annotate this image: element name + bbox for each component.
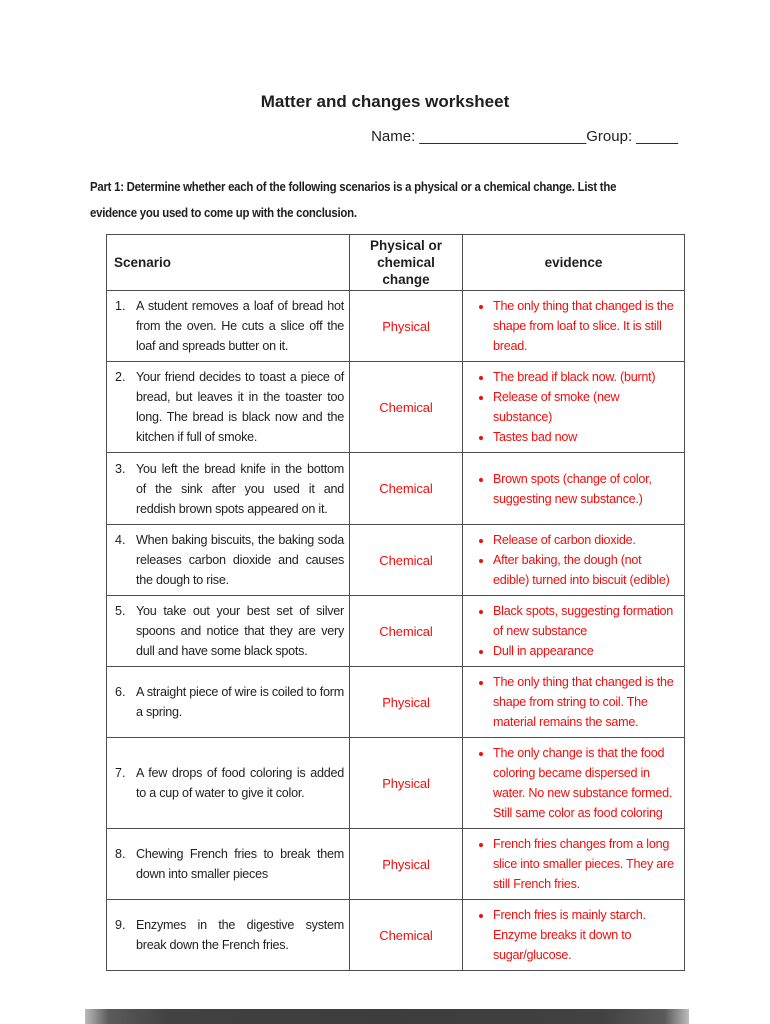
table-row bbox=[107, 453, 685, 525]
scenario-number: 4. bbox=[115, 533, 126, 547]
scenario-cell bbox=[107, 525, 350, 596]
scenario-cell bbox=[107, 453, 350, 525]
header-change-type: Physical or chemical change bbox=[350, 235, 463, 291]
answer-cell: Physical bbox=[350, 738, 463, 829]
table-row bbox=[107, 362, 685, 453]
scenario-text: You take out your best set of silver spoons and notice that they are very dull and have some black spots. bbox=[136, 604, 344, 658]
scenario-number: 3. bbox=[115, 461, 126, 476]
evidence-item: • The only thing that changed is the shape from string to coil. The material remains the same. bbox=[493, 672, 679, 732]
scenario-number: 6. bbox=[115, 685, 126, 699]
evidence-item: • The bread if black now. (burnt) bbox=[493, 367, 679, 387]
evidence-item: • Brown spots (change of color, suggesting new substance.) bbox=[493, 469, 679, 509]
scenario-number: 9. bbox=[115, 918, 126, 932]
table-row bbox=[107, 596, 685, 667]
answer-cell: Physical bbox=[350, 667, 463, 738]
part1-line-2: evidence you used to come up with the conclusion. bbox=[90, 205, 357, 220]
scenario-text: A few drops of food coloring is added to a cup of water to give it color. bbox=[136, 766, 344, 800]
evidence-list bbox=[467, 601, 679, 661]
evidence-item: • The only change is that the food coloring became dispersed in water. No new substance formed. Still same color as food coloring bbox=[493, 743, 679, 823]
evidence-item: • Dull in appearance bbox=[493, 641, 679, 661]
page-title: Matter and changes worksheet bbox=[260, 92, 510, 111]
scenario-cell bbox=[107, 362, 350, 453]
scenario-number: 8. bbox=[115, 847, 126, 861]
evidence-list bbox=[467, 296, 679, 356]
evidence-cell bbox=[463, 667, 685, 738]
answer-cell: Chemical bbox=[350, 900, 463, 971]
scenario-number: 5. bbox=[115, 604, 126, 618]
table-row bbox=[107, 291, 685, 362]
table-row bbox=[107, 829, 685, 900]
evidence-cell bbox=[463, 525, 685, 596]
evidence-cell bbox=[463, 291, 685, 362]
worksheet-table bbox=[106, 234, 685, 971]
answer-cell: Physical bbox=[350, 829, 463, 900]
evidence-item: • After baking, the dough (not edible) turned into biscuit (edible) bbox=[493, 550, 679, 590]
scenario-cell bbox=[107, 291, 350, 362]
scenario-text: You left the bread knife in the bottom of the sink after you used it and reddish brown spots appeared on it. bbox=[136, 461, 344, 516]
evidence-item: • Black spots, suggesting formation of new substance bbox=[493, 601, 679, 641]
scenario-text: A student removes a loaf of bread hot from the oven. He cuts a slice off the loaf and spreads butter on it. bbox=[136, 299, 344, 353]
scenario-text: Enzymes in the digestive system break down the French fries. bbox=[136, 918, 344, 952]
evidence-list bbox=[467, 469, 679, 509]
table-header bbox=[107, 235, 685, 291]
answer-cell: Chemical bbox=[350, 596, 463, 667]
part1-instructions bbox=[90, 174, 730, 226]
page-bottom-divider bbox=[85, 1009, 689, 1024]
answer-cell: Chemical bbox=[350, 362, 463, 453]
evidence-list bbox=[467, 905, 679, 965]
table-row bbox=[107, 667, 685, 738]
evidence-cell bbox=[463, 453, 685, 525]
evidence-item: • French fries is mainly starch. Enzyme breaks it down to sugar/glucose. bbox=[493, 905, 679, 965]
header-row bbox=[107, 235, 685, 291]
scenario-number: 2. bbox=[115, 370, 126, 384]
evidence-item: • French fries changes from a long slice into smaller pieces. They are still French fries. bbox=[493, 834, 679, 894]
evidence-cell bbox=[463, 829, 685, 900]
evidence-list bbox=[467, 367, 679, 447]
evidence-list bbox=[467, 672, 679, 732]
evidence-cell bbox=[463, 362, 685, 453]
evidence-cell bbox=[463, 900, 685, 971]
evidence-list bbox=[467, 530, 679, 590]
answer-cell: Chemical bbox=[350, 525, 463, 596]
evidence-list bbox=[467, 834, 679, 894]
scenario-text: Your friend decides to toast a piece of bread, but leaves it in the toaster too long. The bread is black now and the kitchen if full of smoke. bbox=[136, 370, 344, 444]
evidence-list bbox=[467, 743, 679, 823]
scenario-cell bbox=[107, 738, 350, 829]
name-group-line: Name: ____________________Group: _____ bbox=[371, 128, 678, 145]
table-row bbox=[107, 525, 685, 596]
evidence-item: • Release of smoke (new substance) bbox=[493, 387, 679, 427]
scenario-cell bbox=[107, 596, 350, 667]
scenario-text: Chewing French fries to break them down into smaller pieces bbox=[136, 847, 344, 881]
scenario-text: A straight piece of wire is coiled to form a spring. bbox=[136, 685, 344, 719]
answer-cell: Physical bbox=[350, 291, 463, 362]
evidence-item: • Tastes bad now bbox=[493, 427, 679, 447]
table-row bbox=[107, 900, 685, 971]
scenario-number: 1. bbox=[115, 299, 126, 313]
table-row bbox=[107, 738, 685, 829]
evidence-item: • The only thing that changed is the shape from loaf to slice. It is still bread. bbox=[493, 296, 679, 356]
scenario-number: 7. bbox=[115, 766, 126, 780]
table-body bbox=[107, 291, 685, 971]
evidence-cell bbox=[463, 738, 685, 829]
header-evidence: evidence bbox=[463, 235, 685, 291]
scenario-cell bbox=[107, 667, 350, 738]
scenario-cell bbox=[107, 829, 350, 900]
evidence-cell bbox=[463, 596, 685, 667]
evidence-item: • Release of carbon dioxide. bbox=[493, 530, 679, 550]
answer-cell: Chemical bbox=[350, 453, 463, 525]
part1-line-1: Part 1: Determine whether each of the following scenarios is a physical or a chemical change. List the bbox=[90, 179, 617, 194]
scenario-cell bbox=[107, 900, 350, 971]
scenario-text: When baking biscuits, the baking soda releases carbon dioxide and causes the dough to rise. bbox=[136, 533, 344, 587]
header-scenario: Scenario bbox=[107, 235, 350, 291]
